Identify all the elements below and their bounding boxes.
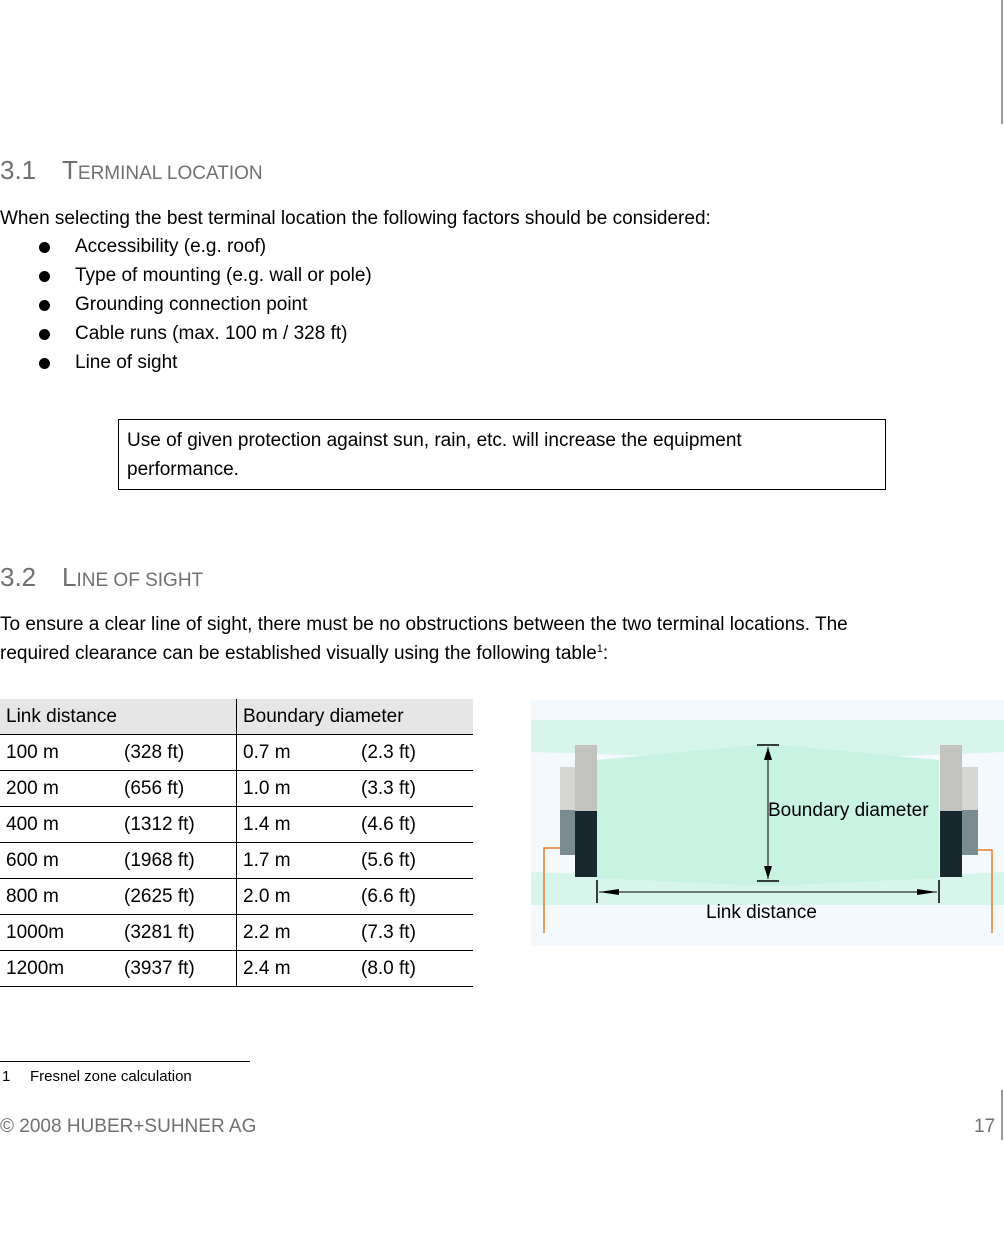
line-of-sight-paragraph [0, 610, 848, 668]
table-row [0, 951, 473, 987]
list-item [0, 261, 372, 290]
table-row [0, 735, 473, 771]
left-terminal-housing [575, 745, 597, 811]
table-cell: (3281 ft) [118, 915, 237, 951]
section-heading-terminal-location [0, 155, 263, 186]
table-cell: (1968 ft) [118, 843, 237, 879]
footnote-ref[interactable]: 1 [596, 643, 603, 655]
link-distance-label: Link distance [706, 902, 817, 923]
margin-rule-top [1001, 0, 1003, 124]
list-item-text: Type of mounting (e.g. wall or pole) [75, 265, 372, 286]
bullet-icon [39, 329, 50, 340]
note-line: performance. [127, 459, 239, 480]
margin-rule-bottom [1001, 1090, 1003, 1140]
table-cell: (1312 ft) [118, 807, 237, 843]
table-row [0, 771, 473, 807]
section-number: 3.1 [0, 155, 37, 185]
table-cell: 1.4 m [237, 807, 356, 843]
list-item-text: Accessibility (e.g. roof) [75, 236, 267, 257]
bullet-icon [39, 242, 50, 253]
table-cell: 600 m [0, 843, 118, 879]
table-cell: 2.0 m [237, 879, 356, 915]
table-cell: (5.6 ft) [355, 843, 473, 879]
right-terminal-body [940, 811, 962, 877]
list-item [0, 232, 372, 261]
footnote-text: Fresnel zone calculation [30, 1068, 192, 1085]
list-item [0, 348, 372, 377]
table-cell: (3937 ft) [118, 951, 237, 987]
table-header-row [0, 699, 473, 735]
bullet-icon [39, 271, 50, 282]
footnote-divider [0, 1061, 250, 1062]
table-cell: 400 m [0, 807, 118, 843]
bullet-icon [39, 300, 50, 311]
factor-list [0, 232, 372, 377]
paragraph-line-text: required clearance can be established visually using the following table [0, 643, 597, 664]
copyright-text: © 2008 HUBER+SUHNER AG [0, 1116, 257, 1137]
table-cell: 0.7 m [237, 735, 356, 771]
section-title-initial: L [62, 562, 77, 592]
table-cell: 2.2 m [237, 915, 356, 951]
table-cell: 1.7 m [237, 843, 356, 879]
table-cell: (656 ft) [118, 771, 237, 807]
paragraph-line: To ensure a clear line of sight, there must be no obstructions between the two terminal locations. The [0, 614, 848, 635]
table-cell: 1000m [0, 915, 118, 951]
left-terminal-bracket [560, 767, 576, 810]
table-cell: (2.3 ft) [355, 735, 473, 771]
list-item-text: Line of sight [75, 352, 178, 373]
list-item [0, 290, 372, 319]
header-boundary-diameter: Boundary diameter [237, 699, 474, 735]
line-of-sight-diagram [531, 700, 1004, 946]
table-row [0, 807, 473, 843]
table-row [0, 879, 473, 915]
table-cell: (2625 ft) [118, 879, 237, 915]
table-cell: 2.4 m [237, 951, 356, 987]
list-item-text: Cable runs (max. 100 m / 328 ft) [75, 323, 348, 344]
list-item-text: Grounding connection point [75, 294, 308, 315]
right-terminal-mount [962, 810, 978, 855]
table-cell: 800 m [0, 879, 118, 915]
footnote-number: 1 [2, 1068, 11, 1085]
table-cell: (6.6 ft) [355, 879, 473, 915]
section-heading-line-of-sight [0, 562, 203, 593]
left-terminal-body [575, 811, 597, 877]
table-cell: 1.0 m [237, 771, 356, 807]
page-number: 17 [974, 1116, 996, 1137]
paragraph-end: : [602, 643, 609, 664]
table-row [0, 915, 473, 951]
table-row [0, 843, 473, 879]
table-cell: (4.6 ft) [355, 807, 473, 843]
header-link-distance: Link distance [0, 699, 237, 735]
note-line: Use of given protection against sun, rain, etc. will increase the equipment [127, 430, 742, 451]
clearance-table [0, 699, 473, 987]
table-cell: 1200m [0, 951, 118, 987]
table-cell: (328 ft) [118, 735, 237, 771]
intro-paragraph: When selecting the best terminal location the following factors should be considered: [0, 208, 711, 229]
section-number: 3.2 [0, 562, 37, 592]
left-terminal-mount [560, 810, 576, 855]
table-cell: (3.3 ft) [355, 771, 473, 807]
note-box [118, 419, 886, 490]
right-terminal-housing [940, 745, 962, 811]
table-cell: (8.0 ft) [355, 951, 473, 987]
section-title-rest: ERMINAL LOCATION [77, 163, 263, 184]
table-cell: 200 m [0, 771, 118, 807]
table-cell: 100 m [0, 735, 118, 771]
section-title-rest: INE OF SIGHT [76, 570, 204, 591]
table-cell: (7.3 ft) [355, 915, 473, 951]
boundary-diameter-label: Boundary diameter [768, 800, 929, 821]
list-item [0, 319, 372, 348]
paragraph-line [0, 639, 848, 668]
bullet-icon [39, 358, 50, 369]
section-title-initial: T [62, 155, 78, 185]
right-terminal-bracket [962, 767, 978, 810]
